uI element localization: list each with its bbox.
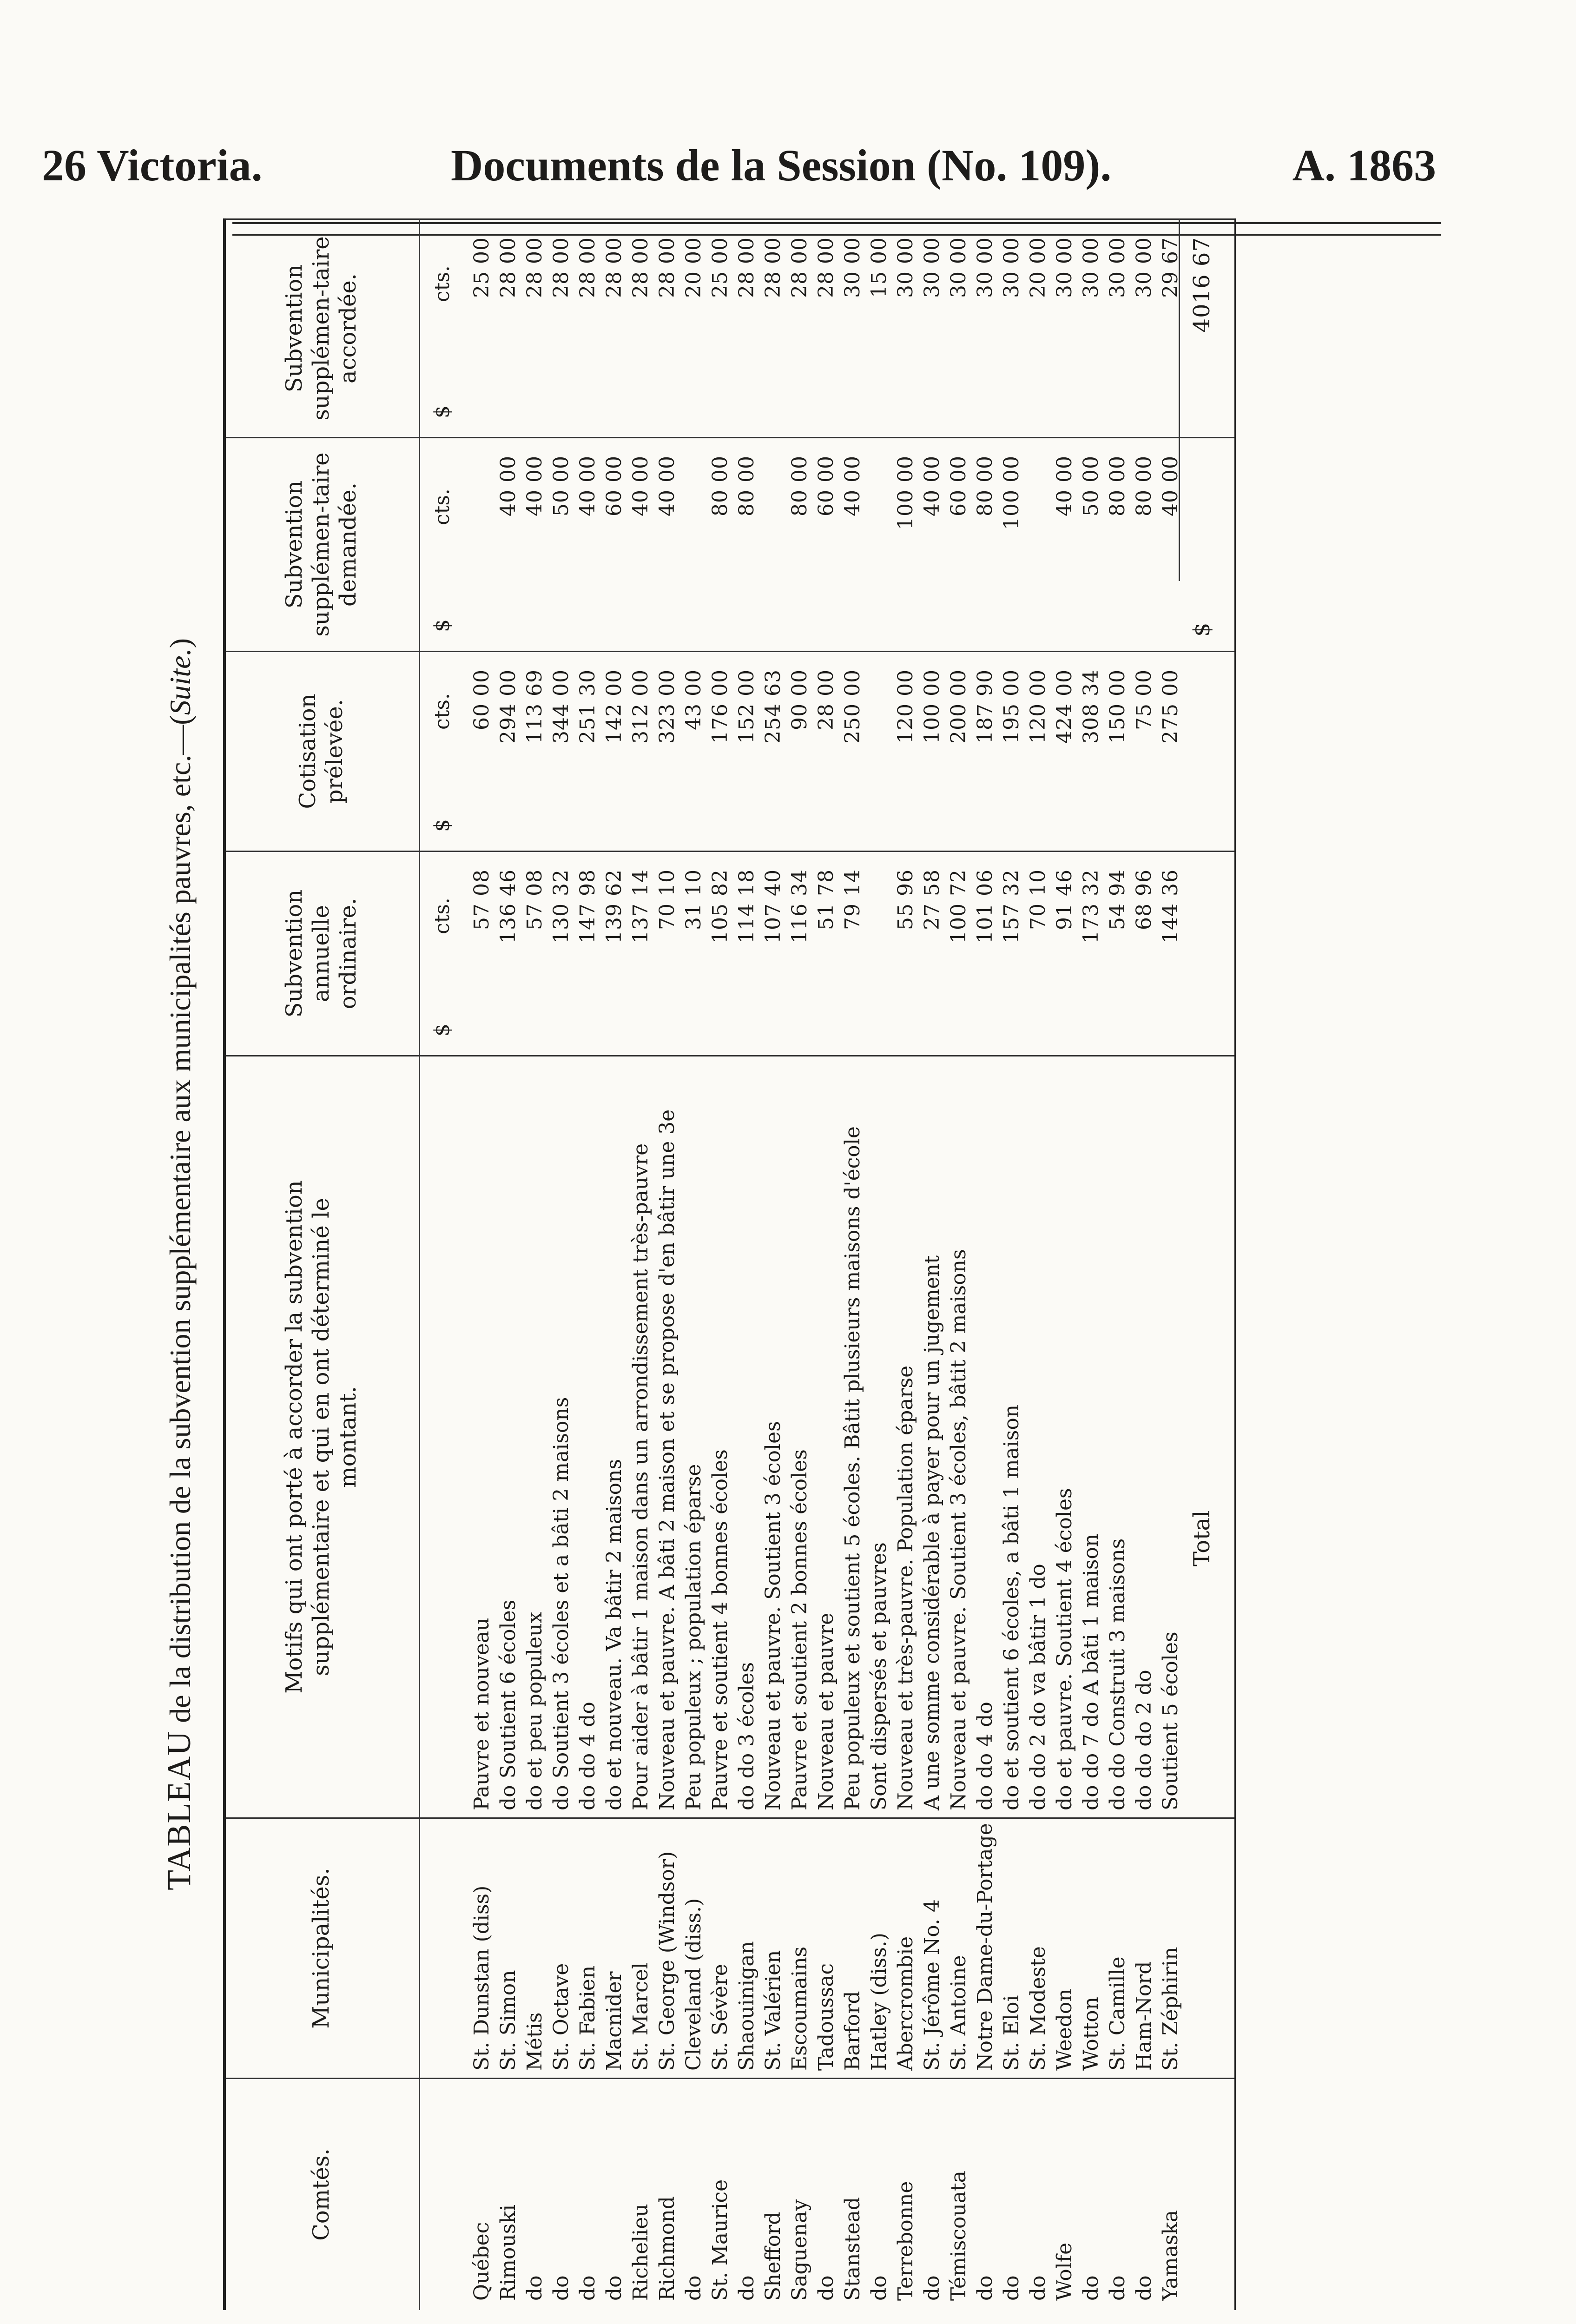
cell-municipalite: St. Octave — [549, 1963, 573, 2071]
cell-motif: A une somme considérable à payer pour un jugement — [920, 1255, 944, 1810]
cell-motif: do et pauvre. Soutient 4 écoles — [1053, 1488, 1076, 1810]
cell-cotisation: 150 00 — [1106, 669, 1129, 744]
cell-demandee: 40 00 — [1159, 456, 1182, 516]
cell-comte: do — [867, 2275, 891, 2301]
cell-motif: Peu populeux et soutient 5 écoles. Bâtit plusieurs maisons d'école — [841, 1126, 864, 1810]
title-lead: TABLEAU — [160, 1730, 198, 1890]
cell-municipalite: Métis — [523, 2012, 547, 2071]
title-italic: Suite. — [164, 648, 197, 715]
cell-comte: Shefford — [761, 2212, 785, 2301]
cell-accordee: 29 67 — [1159, 237, 1182, 298]
unit-dollar: $ — [430, 619, 454, 632]
cell-ordinaire: 157 32 — [1000, 869, 1023, 944]
cell-comte: Saguenay — [788, 2199, 811, 2301]
unit-row — [421, 218, 468, 2310]
table-row — [574, 218, 602, 2310]
table-row — [706, 218, 735, 2310]
table-row — [547, 218, 576, 2310]
cell-comte: do — [682, 2275, 706, 2301]
total-label: Total — [1189, 1510, 1215, 1566]
cell-municipalite: St. George (Windsor) — [655, 1851, 679, 2071]
unit-dollar: $ — [430, 1023, 454, 1037]
page-header — [42, 139, 1436, 200]
rotated-table-area — [153, 218, 1246, 2310]
cell-cotisation: 323 00 — [655, 669, 679, 744]
cell-municipalite: Tadoussac — [814, 1963, 838, 2071]
cell-municipalite: St. Zéphirin — [1159, 1947, 1182, 2071]
cell-demandee: 80 00 — [1106, 456, 1129, 516]
cell-municipalite: Shaouinigan — [735, 1941, 758, 2071]
cell-municipalite: St. Marcel — [629, 1962, 653, 2071]
cell-motif: do do do 2 do — [1132, 1670, 1156, 1810]
cell-municipalite: Wotton — [1079, 1997, 1103, 2071]
cell-cotisation: 60 00 — [470, 669, 494, 730]
cell-demandee: 60 00 — [602, 456, 626, 516]
table-row — [785, 218, 814, 2310]
cell-cotisation: 254 63 — [761, 669, 785, 744]
cell-ordinaire: 116 34 — [788, 869, 811, 944]
cell-motif: do Soutient 6 écoles — [496, 1599, 520, 1810]
cell-cotisation: 195 00 — [1000, 669, 1023, 744]
cell-accordee: 20 00 — [1026, 237, 1050, 298]
cell-comte: Richmond — [655, 2196, 679, 2301]
cell-comte: do — [814, 2275, 838, 2301]
header-accordee: Subvention supplémen-taire accordée. — [281, 236, 361, 421]
cell-cotisation: 100 00 — [920, 669, 944, 744]
cell-municipalite: St. Modeste — [1026, 1946, 1050, 2071]
cell-comte: do — [1106, 2275, 1129, 2301]
cell-cotisation: 344 00 — [549, 669, 573, 744]
cell-demandee: 40 00 — [1053, 456, 1076, 516]
cell-ordinaire: 137 14 — [629, 869, 653, 944]
cell-cotisation: 424 00 — [1053, 669, 1076, 744]
cell-comte: do — [1132, 2275, 1156, 2301]
cell-ordinaire: 100 72 — [947, 869, 970, 944]
cell-ordinaire: 139 62 — [602, 869, 626, 944]
cell-accordee: 28 00 — [576, 237, 600, 298]
cell-accordee: 15 00 — [867, 237, 891, 298]
cell-motif: do do 2 do va bâtir 1 do — [1026, 1564, 1050, 1810]
table-row — [1050, 218, 1079, 2310]
cell-ordinaire: 136 46 — [496, 869, 520, 944]
cell-cotisation: 294 00 — [496, 669, 520, 744]
cell-accordee: 30 00 — [973, 237, 997, 298]
cell-accordee: 25 00 — [470, 237, 494, 298]
unit-cts: cts. — [430, 898, 454, 934]
year-label: A. 1863 — [1292, 140, 1436, 190]
cell-cotisation: 250 00 — [841, 669, 864, 744]
header-ordinaire: Subvention annuelle ordinaire. — [281, 889, 361, 1018]
table-title — [153, 256, 204, 2273]
cell-ordinaire: 27 58 — [920, 869, 944, 930]
cell-comte: do — [920, 2275, 944, 2301]
cell-comte: do — [973, 2275, 997, 2301]
cell-demandee — [759, 437, 788, 651]
cell-ordinaire: 68 96 — [1132, 869, 1156, 930]
cell-motif: Nouveau et pauvre. Soutient 3 écoles — [761, 1421, 785, 1810]
cell-comte: Wolfe — [1053, 2242, 1076, 2301]
table-row — [865, 218, 894, 2310]
table-row — [1077, 218, 1106, 2310]
unit-cts: cts. — [430, 489, 454, 525]
cell-cotisation: 28 00 — [814, 669, 838, 730]
cell-ordinaire: 147 98 — [576, 869, 600, 944]
document-title: Documents de la Session (No. 109). — [451, 140, 1112, 190]
header-cotisation: Cotisation prélevée. — [295, 693, 348, 809]
cell-accordee: 30 00 — [1053, 237, 1076, 298]
cell-cotisation: 90 00 — [788, 669, 811, 730]
cell-municipalite: St. Simon — [496, 1970, 520, 2071]
table-row — [494, 218, 523, 2310]
table-row — [812, 218, 841, 2310]
cell-demandee: 80 00 — [788, 456, 811, 516]
cell-ordinaire: 144 36 — [1159, 869, 1182, 944]
cell-municipalite: Cleveland (diss.) — [682, 1898, 706, 2071]
table-row — [468, 218, 496, 2310]
cell-demandee: 80 00 — [973, 456, 997, 516]
cell-demandee: 40 00 — [920, 456, 944, 516]
cell-accordee: 28 00 — [761, 237, 785, 298]
cell-cotisation: 312 00 — [629, 669, 653, 744]
cell-comte: do — [602, 2275, 626, 2301]
cell-demandee: 100 00 — [1000, 456, 1023, 530]
cell-cotisation: 187 90 — [973, 669, 997, 744]
cell-comte: Rimouski — [496, 2204, 520, 2301]
table-row — [759, 218, 788, 2310]
cell-accordee: 28 00 — [549, 237, 573, 298]
unit-cts: cts. — [430, 693, 454, 730]
cell-ordinaire: 173 32 — [1079, 869, 1103, 944]
header-demandee: Subvention supplémen-taire demandée. — [281, 452, 361, 637]
cell-comte: Richelieu — [629, 2204, 653, 2301]
cell-ordinaire: 31 10 — [682, 869, 706, 930]
cell-motif: Pour aider à bâtir 1 maison dans un arrondissement très-pauvre — [629, 1143, 653, 1810]
cell-comte: Témiscouata — [947, 2171, 970, 2301]
cell-municipalite: Weedon — [1053, 1988, 1076, 2071]
cell-cotisation: 43 00 — [682, 669, 706, 730]
cell-comte: Québec — [470, 2222, 494, 2301]
cell-demandee: 60 00 — [947, 456, 970, 516]
cell-accordee: 25 00 — [708, 237, 732, 298]
cell-demandee: 100 00 — [894, 456, 917, 530]
cell-motif: Nouveau et pauvre. Soutient 3 écoles, bâtit 2 maisons — [947, 1249, 970, 1810]
cell-cotisation: 120 00 — [894, 669, 917, 744]
header-comtes: Comtés. — [308, 2148, 334, 2241]
table-row — [1103, 218, 1132, 2310]
cell-accordee: 20 00 — [682, 237, 706, 298]
cell-ordinaire: 107 40 — [761, 869, 785, 944]
header-municipalites: Municipalités. — [308, 1868, 334, 2029]
cell-cotisation: 176 00 — [708, 669, 732, 744]
cell-accordee: 30 00 — [920, 237, 944, 298]
cell-motif: Pauvre et nouveau — [470, 1618, 494, 1810]
unit-dollar: $ — [430, 405, 454, 418]
table-row — [732, 218, 761, 2310]
cell-accordee: 30 00 — [1000, 237, 1023, 298]
table-row — [626, 218, 655, 2310]
cell-comte: do — [735, 2275, 758, 2301]
cell-demandee — [468, 437, 496, 651]
cell-comte: Terrebonne — [894, 2181, 917, 2301]
cell-cotisation: 120 00 — [1026, 669, 1050, 744]
cell-municipalite: St. Fabien — [576, 1965, 600, 2071]
cell-demandee: 80 00 — [1132, 456, 1156, 516]
header-motifs: Motifs qui ont porté à accorder la subvention supplémentaire et qui en ont déterminé le montant. — [281, 1180, 361, 1694]
cell-cotisation: 275 00 — [1159, 669, 1182, 744]
cell-comte: do — [1000, 2275, 1023, 2301]
cell-cotisation: 75 00 — [1132, 669, 1156, 730]
cell-municipalite: St. Antoine — [947, 1955, 970, 2071]
cell-motif: Nouveau et pauvre — [814, 1612, 838, 1810]
cell-cotisation: 142 00 — [602, 669, 626, 744]
distribution-table — [223, 218, 1236, 2310]
cell-cotisation: 308 34 — [1079, 669, 1103, 744]
total-dollar: $ — [1189, 622, 1215, 637]
cell-municipalite: Barford — [841, 1991, 864, 2071]
cell-ordinaire: 101 06 — [973, 869, 997, 944]
cell-ordinaire: 114 18 — [735, 869, 758, 944]
cell-demandee: 60 00 — [814, 456, 838, 516]
cell-ordinaire: 130 32 — [549, 869, 573, 944]
cell-demandee: 80 00 — [708, 456, 732, 516]
table-row — [653, 218, 682, 2310]
unit-cts: cts. — [430, 265, 454, 302]
cell-cotisation: 152 00 — [735, 669, 758, 744]
cell-demandee: 40 00 — [523, 456, 547, 516]
cell-ordinaire: 55 96 — [894, 869, 917, 930]
cell-motif: Sont dispersés et pauvres — [867, 1542, 891, 1810]
cell-motif: do do 3 écoles — [735, 1662, 758, 1810]
cell-demandee: 40 00 — [496, 456, 520, 516]
cell-accordee: 30 00 — [947, 237, 970, 298]
table-row — [997, 218, 1026, 2310]
cell-motif: Soutient 5 écoles — [1159, 1631, 1182, 1810]
cell-ordinaire: 91 46 — [1053, 869, 1076, 930]
cell-municipalite: Macnider — [602, 1971, 626, 2071]
cell-motif: Peu populeux ; population éparse — [682, 1464, 706, 1810]
cell-demandee: 50 00 — [549, 456, 573, 516]
total-amount: 4016 67 — [1189, 237, 1215, 333]
cell-demandee: 40 00 — [629, 456, 653, 516]
title-text: de la distribution de la subvention supplémentaire aux municipalités pauvres, etc.—( — [164, 715, 197, 1723]
cell-motif: do do Construit 3 maisons — [1106, 1538, 1129, 1810]
cell-comte: do — [523, 2275, 547, 2301]
cell-motif: Pauvre et soutient 2 bonnes écoles — [788, 1449, 811, 1810]
cell-accordee: 28 00 — [655, 237, 679, 298]
total-row — [1183, 218, 1220, 2310]
cell-ordinaire: 105 82 — [708, 869, 732, 944]
cell-ordinaire: 51 78 — [814, 869, 838, 930]
cell-ordinaire — [865, 851, 894, 1055]
header-divider — [419, 218, 420, 2310]
cell-demandee: 40 00 — [576, 456, 600, 516]
cell-comte: do — [576, 2275, 600, 2301]
cell-municipalite: Notre Dame-du-Portage — [973, 1823, 997, 2071]
cell-municipalite: St. Jérôme No. 4 — [920, 1899, 944, 2071]
cell-municipalite: Ham-Nord — [1132, 1961, 1156, 2071]
cell-municipalite: Hatley (diss.) — [867, 1933, 891, 2071]
cell-accordee: 28 00 — [735, 237, 758, 298]
cell-accordee: 28 00 — [814, 237, 838, 298]
cell-motif: do et nouveau. Va bâtir 2 maisons — [602, 1459, 626, 1810]
cell-comte: do — [1079, 2275, 1103, 2301]
cell-motif: Nouveau et pauvre. A bâti 2 maison et se propose d'en bâtir une 3e — [655, 1109, 679, 1810]
cell-accordee: 28 00 — [523, 237, 547, 298]
cell-municipalite: St. Sévère — [708, 1964, 732, 2071]
cell-municipalite: St. Camille — [1106, 1956, 1129, 2071]
cell-accordee: 28 00 — [788, 237, 811, 298]
cell-ordinaire: 79 14 — [841, 869, 864, 930]
cell-ordinaire: 57 08 — [523, 869, 547, 930]
cell-accordee: 30 00 — [1106, 237, 1129, 298]
cell-motif: do et soutient 6 écoles, a bâti 1 maison — [1000, 1404, 1023, 1810]
cell-municipalite: St. Eloi — [1000, 1995, 1023, 2071]
table-row — [891, 218, 920, 2310]
cell-accordee: 28 00 — [496, 237, 520, 298]
table-row — [1156, 218, 1185, 2310]
cell-cotisation — [865, 651, 894, 851]
unit-dollar: $ — [430, 819, 454, 832]
cell-municipalite: St. Dunstan (diss) — [470, 1885, 494, 2071]
table-row — [600, 218, 629, 2310]
cell-motif: do do 4 do — [576, 1702, 600, 1810]
cell-ordinaire: 70 10 — [1026, 869, 1050, 930]
cell-accordee: 30 00 — [1079, 237, 1103, 298]
table-row — [838, 218, 867, 2310]
cell-demandee — [1024, 437, 1053, 651]
table-row — [971, 218, 1000, 2310]
cell-cotisation: 251 30 — [576, 669, 600, 744]
cell-municipalite: Escoumains — [788, 1946, 811, 2071]
cell-demandee: 80 00 — [735, 456, 758, 516]
cell-demandee: 50 00 — [1079, 456, 1103, 516]
cell-accordee: 30 00 — [1132, 237, 1156, 298]
table-row — [521, 218, 549, 2310]
cell-motif: do Soutient 3 écoles et a bâti 2 maisons — [549, 1397, 573, 1810]
cell-municipalite: St. Valérien — [761, 1950, 785, 2071]
table-row — [918, 218, 947, 2310]
cell-accordee: 28 00 — [629, 237, 653, 298]
cell-accordee: 30 00 — [841, 237, 864, 298]
cell-accordee: 30 00 — [894, 237, 917, 298]
cell-ordinaire: 54 94 — [1106, 869, 1129, 930]
cell-accordee: 28 00 — [602, 237, 626, 298]
cell-ordinaire: 57 08 — [470, 869, 494, 930]
cell-demandee — [679, 437, 708, 651]
table-row — [944, 218, 973, 2310]
session-year-label: 26 Victoria. — [42, 140, 263, 190]
cell-comte: St. Maurice — [708, 2179, 732, 2301]
cell-demandee: 40 00 — [841, 456, 864, 516]
cell-demandee — [865, 437, 894, 651]
cell-motif: Nouveau et très-pauvre. Population éparse — [894, 1365, 917, 1810]
cell-comte: do — [1026, 2275, 1050, 2301]
cell-ordinaire: 70 10 — [655, 869, 679, 930]
total-rule — [1179, 218, 1180, 581]
cell-cotisation: 200 00 — [947, 669, 970, 744]
cell-motif: do et peu populeux — [523, 1611, 547, 1810]
cell-motif: do do 7 do A bâti 1 maison — [1079, 1533, 1103, 1810]
cell-motif: Pauvre et soutient 4 bonnes écoles — [708, 1449, 732, 1810]
cell-comte: Stanstead — [841, 2197, 864, 2301]
cell-cotisation: 113 69 — [523, 669, 547, 744]
table-row — [679, 218, 708, 2310]
cell-motif: do do 4 do — [973, 1702, 997, 1810]
cell-demandee: 40 00 — [655, 456, 679, 516]
cell-comte: Yamaska — [1159, 2210, 1182, 2301]
table-row — [1130, 218, 1159, 2310]
cell-comte: do — [549, 2275, 573, 2301]
title-close: ) — [164, 638, 197, 648]
cell-municipalite: Abercrombie — [894, 1936, 917, 2071]
table-row — [1024, 218, 1053, 2310]
